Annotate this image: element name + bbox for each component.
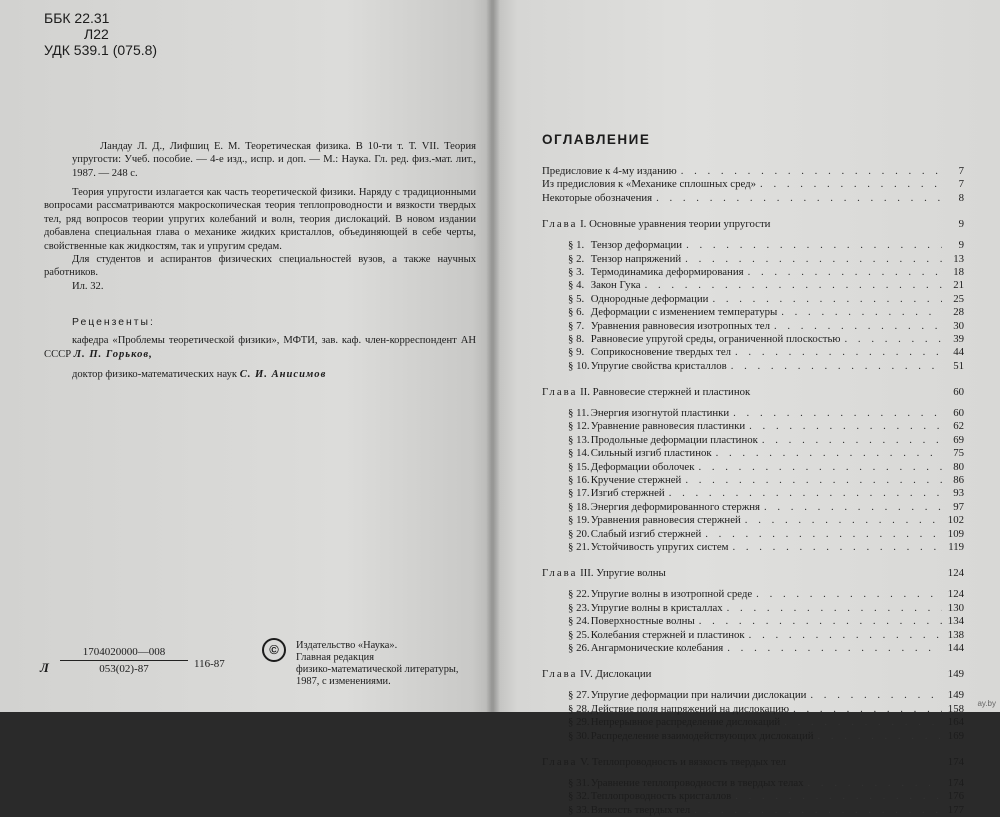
toc-page-number: 102 <box>947 514 964 527</box>
toc-page-number: 69 <box>953 433 964 446</box>
toc-page-number: 21 <box>953 279 964 292</box>
toc-leader-dots <box>732 541 942 554</box>
toc-section-entry <box>542 629 964 642</box>
toc-section-entry <box>542 790 964 803</box>
toc-page-number: 9 <box>958 218 964 231</box>
toc-entry-label <box>542 192 652 205</box>
section-number: § 28. <box>568 702 590 715</box>
toc-entry-label <box>568 588 752 601</box>
section-number: § 24. <box>568 615 590 628</box>
toc-section-entry <box>542 730 964 743</box>
toc-section-list <box>542 407 964 554</box>
toc-leader-dots <box>731 360 942 373</box>
chapter-title: Дислокации <box>595 668 652 681</box>
section-number: § 4. <box>568 279 585 292</box>
toc-page-number: 28 <box>953 306 964 319</box>
toc-entry-label <box>568 346 731 359</box>
toc-entry-label <box>568 528 701 541</box>
annotation-paragraph: Теория упругости излагается как часть теоретической физики. Наряду с традиционными вопросами рассматриваются макроскопическая теория теплопроводности и вязкости твердых тел, ряд вопросов теории упругих колебаний и волн, теория дислокаций. В новом издании добавлена специальная глава о механике жидких кристаллов, объединяющей в себе черты, свойственные как жидкостям, так и упругим средам. <box>44 187 476 252</box>
section-number: § 2. <box>568 252 585 265</box>
toc-chapter-entry <box>542 564 964 582</box>
toc-page-number: 177 <box>947 803 964 816</box>
toc-section-entry <box>542 420 964 433</box>
toc-section-entry <box>542 716 964 729</box>
toc-leader-dots <box>669 487 942 500</box>
section-title: Тензор деформации <box>590 239 683 252</box>
chapter-word: Глава <box>542 386 578 399</box>
section-title: Кручение стержней <box>590 474 682 487</box>
toc-leader-dots <box>681 165 942 178</box>
toc-page-number: 144 <box>947 641 964 654</box>
toc-entry-label <box>568 629 745 642</box>
reviewer-2-name: С. И. Анисимов <box>239 369 327 380</box>
toc-leader-dots <box>645 279 942 292</box>
section-title: Деформации оболочек <box>590 460 695 473</box>
toc-section-entry <box>542 346 964 359</box>
toc-entry-label <box>568 306 777 319</box>
toc-leader-dots <box>756 588 942 601</box>
toc-section-entry <box>542 777 964 790</box>
toc-title: ОГЛАВЛЕНИЕ <box>542 132 651 147</box>
toc-page-number: 174 <box>947 776 964 789</box>
toc-leader-dots <box>716 447 942 460</box>
section-title: Распределение взаимодействующих дислокаций <box>590 729 814 742</box>
toc-entry-label <box>568 266 744 279</box>
toc-leader-dots <box>762 434 942 447</box>
toc-section-list <box>542 239 964 373</box>
section-title: Ангармонические колебания <box>590 641 724 654</box>
toc-section-entry <box>542 615 964 628</box>
toc-leader-dots <box>686 239 942 252</box>
section-title: Деформации с изменением температуры <box>590 306 778 319</box>
toc-page-number: 134 <box>947 615 964 628</box>
reviewers <box>44 316 476 382</box>
section-title: Упругие волны в изотропной среде <box>590 588 753 601</box>
section-title: Вязкость твердых тел <box>590 803 691 816</box>
toc-page-number: 7 <box>958 165 964 177</box>
toc-entry-label <box>542 753 786 771</box>
section-number: § 31. <box>568 776 590 789</box>
toc-chapters <box>542 215 964 817</box>
toc-leader-dots <box>774 320 942 333</box>
toc-leader-dots <box>694 804 942 817</box>
toc-page-number: 25 <box>953 292 964 305</box>
toc-leader-dots <box>810 689 942 702</box>
section-title: Равновесие упругой среды, ограниченной плоскостью <box>590 332 841 345</box>
section-number: § 7. <box>568 319 585 332</box>
publisher-line: Издательство «Наука». <box>296 640 398 651</box>
section-title: Слабый изгиб стержней <box>590 527 702 540</box>
section-number: § 11. <box>568 407 590 420</box>
toc-entry-label <box>542 178 756 191</box>
section-number: § 9. <box>568 346 585 359</box>
publisher-line: Главная редакция <box>296 652 374 663</box>
section-number: § 20. <box>568 527 590 540</box>
chapter-word: Глава <box>542 755 578 768</box>
toc-section-entry <box>542 306 964 319</box>
section-number: § 26. <box>568 641 590 654</box>
toc-chapter-entry <box>542 665 964 683</box>
section-title: Закон Гука <box>590 279 641 292</box>
section-number: § 27. <box>568 689 590 702</box>
toc-page-number: 109 <box>947 527 964 540</box>
toc-section-entry <box>542 703 964 716</box>
print-numerator: 1704020000—008 <box>60 646 188 661</box>
toc-page-number: 124 <box>947 567 964 580</box>
toc-section-entry <box>542 602 964 615</box>
publisher-info <box>296 640 480 688</box>
toc-entry-label <box>568 703 789 716</box>
toc-page-number: 149 <box>947 689 964 702</box>
toc-section-entry <box>542 514 964 527</box>
publisher-line: физико-математической литературы, <box>296 664 459 675</box>
section-number: § 3. <box>568 265 585 278</box>
toc-page-number: 158 <box>947 702 964 715</box>
left-page <box>0 0 492 712</box>
toc-entry-label <box>568 420 745 433</box>
toc-entry-label <box>542 215 770 233</box>
section-number: § 6. <box>568 306 585 319</box>
toc-leader-dots <box>760 178 942 191</box>
toc-section-entry <box>542 447 964 460</box>
toc-entry-label <box>568 487 665 500</box>
toc-page-number: 149 <box>947 668 964 681</box>
toc-section-list <box>542 777 964 817</box>
toc-section-entry <box>542 487 964 500</box>
book-gutter <box>486 0 500 712</box>
print-side: 116-87 <box>194 658 225 670</box>
chapter-title: Теплопроводность и вязкость твердых тел <box>591 755 786 768</box>
toc-entry-label <box>568 474 681 487</box>
toc-entry-title: Предисловие к 4-му изданию <box>542 165 677 177</box>
toc-entry-label <box>568 514 741 527</box>
section-title: Действие поля напряжений на дислокацию <box>590 702 790 715</box>
section-title: Изгиб стержней <box>590 487 665 500</box>
section-title: Поверхностные волны <box>590 615 695 628</box>
toc-leader-dots <box>727 602 942 615</box>
toc-entry-label <box>568 360 727 373</box>
toc-page-number: 164 <box>947 716 964 729</box>
table-of-contents <box>542 132 964 817</box>
toc-page-number: 9 <box>958 239 964 252</box>
toc-section-entry <box>542 320 964 333</box>
toc-leader-dots <box>733 407 942 420</box>
section-number: § 1. <box>568 239 585 252</box>
section-number: § 30. <box>568 729 590 742</box>
section-number: § 19. <box>568 514 590 527</box>
toc-page-number: 44 <box>953 346 964 359</box>
section-number: § 17. <box>568 487 590 500</box>
chapter-number: IV. <box>580 668 593 681</box>
toc-front-matter <box>542 165 964 205</box>
toc-leader-dots <box>748 266 942 279</box>
toc-entry-label <box>568 689 806 702</box>
toc-page-number: 7 <box>958 178 964 191</box>
reviewer-1-text: кафедра «Проблемы теоретической физики», МФТИ, зав. каф. член-корреспондент АН СССР <box>44 335 476 360</box>
toc-section-entry <box>542 434 964 447</box>
toc-page-number: 93 <box>953 487 964 500</box>
udk-code: УДК 539.1 (075.8) <box>44 42 158 58</box>
section-number: § 29. <box>568 716 590 729</box>
chapter-word: Глава <box>542 668 578 681</box>
section-title: Энергия изогнутой пластинки <box>590 407 730 420</box>
toc-entry-label <box>568 320 770 333</box>
toc-section-entry <box>542 333 964 346</box>
reviewer-1 <box>44 334 476 362</box>
section-title: Упругие свойства кристаллов <box>590 359 727 372</box>
toc-leader-dots <box>735 790 942 803</box>
toc-page-number: 97 <box>953 500 964 513</box>
toc-section-entry <box>542 642 964 655</box>
toc-section-list <box>542 689 964 743</box>
toc-entry-label <box>568 602 723 615</box>
toc-entry-label <box>568 541 728 554</box>
toc-leader-dots <box>685 474 942 487</box>
toc-page-number: 18 <box>953 265 964 278</box>
toc-entry-title: Из предисловия к «Механике сплошных сред» <box>542 178 757 191</box>
toc-section-list <box>542 588 964 655</box>
section-number: § 23. <box>568 601 590 614</box>
bibliographic-entry <box>72 140 476 180</box>
toc-page-number: 124 <box>947 588 964 601</box>
toc-leader-dots <box>745 514 942 527</box>
section-title: Уравнение равновесия пластинки <box>590 420 746 433</box>
toc-leader-dots <box>712 293 942 306</box>
toc-leader-dots <box>698 461 942 474</box>
toc-section-entry <box>542 253 964 266</box>
toc-page-number: 119 <box>948 540 964 553</box>
chapter-number: III. <box>580 567 594 580</box>
toc-entry-label <box>568 447 712 460</box>
toc-leader-dots <box>793 703 942 716</box>
chapter-title: Основные уравнения теории упругости <box>589 218 771 231</box>
toc-entry-label <box>568 253 681 266</box>
chapter-title: Равновесие стержней и пластинок <box>592 386 751 399</box>
toc-page-number: 80 <box>953 460 964 473</box>
toc-section-entry <box>542 541 964 554</box>
toc-page-number: 130 <box>947 601 964 614</box>
annotation-illustrations: Ил. 32. <box>72 280 104 292</box>
toc-leader-dots <box>705 528 942 541</box>
section-title: Однородные деформации <box>590 292 709 305</box>
section-title: Тензор напряжений <box>590 252 682 265</box>
toc-entry-label <box>542 564 666 582</box>
section-title: Уравнения равновесия изотропных тел <box>590 319 770 332</box>
section-number: § 5. <box>568 292 585 305</box>
toc-section-entry <box>542 501 964 514</box>
chapter-number: I. <box>580 218 587 231</box>
toc-page-number: 39 <box>953 332 964 345</box>
toc-page-number: 60 <box>953 407 964 420</box>
toc-page-number: 51 <box>953 359 964 372</box>
toc-entry-label <box>568 730 814 743</box>
print-fraction <box>60 646 188 675</box>
toc-page-number: 60 <box>953 386 964 399</box>
section-number: § 16. <box>568 474 590 487</box>
toc-page-number: 174 <box>947 755 964 768</box>
toc-entry-label <box>542 383 750 401</box>
toc-page-number: 176 <box>947 790 964 803</box>
bbk-code: ББК 22.31 <box>44 10 110 26</box>
section-number: § 22. <box>568 588 590 601</box>
section-number: § 15. <box>568 460 590 473</box>
toc-page-number: 75 <box>953 447 964 460</box>
section-title: Энергия деформированного стержня <box>590 500 760 513</box>
section-title: Упругие деформации при наличии дислокации <box>590 689 807 702</box>
section-title: Уравнение теплопроводности в твердых телах <box>590 776 804 789</box>
toc-page-number: 169 <box>947 729 964 742</box>
toc-entry-label <box>568 407 729 420</box>
toc-leader-dots <box>735 346 942 359</box>
toc-page-number: 62 <box>953 420 964 433</box>
print-denominator: 053(02)-87 <box>99 663 149 675</box>
section-title: Упругие волны в кристаллах <box>590 601 723 614</box>
toc-page-number: 13 <box>953 252 964 265</box>
toc-front-entry <box>542 192 964 205</box>
toc-section-entry <box>542 407 964 420</box>
toc-entry-label <box>568 279 641 292</box>
watermark: ay.by <box>977 699 996 708</box>
toc-leader-dots <box>749 420 942 433</box>
section-title: Соприкосновение твердых тел <box>590 346 732 359</box>
reviewers-heading: Рецензенты: <box>72 317 155 328</box>
toc-section-entry <box>542 461 964 474</box>
toc-chapter-entry <box>542 215 964 233</box>
toc-leader-dots <box>685 253 942 266</box>
chapter-title: Упругие волны <box>596 567 666 580</box>
annotation <box>44 186 476 293</box>
bibliographic-text: Ландау Л. Д., Лифшиц Е. М. Теоретическая физика. В 10-ти т. Т. VII. Теория упругости: Учеб. пособие. — 4-е изд., испр. и доп. — М.: Наука. Гл. ред. физ.-мат. лит., 1987. — 248 с. <box>72 141 476 179</box>
section-number: § 13. <box>568 433 590 446</box>
toc-front-entry <box>542 178 964 191</box>
section-number: § 33. <box>568 803 590 816</box>
section-title: Продольные деформации пластинок <box>590 433 758 446</box>
toc-leader-dots <box>781 306 942 319</box>
toc-section-entry <box>542 804 964 817</box>
toc-section-entry <box>542 474 964 487</box>
toc-entry-label <box>568 642 723 655</box>
toc-page-number: 138 <box>947 628 964 641</box>
toc-entry-label <box>568 293 708 306</box>
toc-entry-label <box>542 165 677 178</box>
toc-entry-title: Некоторые обозначения <box>542 191 653 204</box>
section-number: § 14. <box>568 447 590 460</box>
toc-entry-label <box>568 777 804 790</box>
toc-section-entry <box>542 689 964 702</box>
toc-leader-dots <box>749 629 942 642</box>
toc-section-entry <box>542 360 964 373</box>
toc-front-entry <box>542 165 964 178</box>
reviewer-2-text: доктор физико-математических наук <box>72 369 238 380</box>
toc-entry-label <box>568 804 690 817</box>
section-number: § 10. <box>568 359 590 372</box>
toc-page-number: 86 <box>953 474 964 487</box>
toc-entry-label <box>568 501 760 514</box>
toc-section-entry <box>542 279 964 292</box>
toc-leader-dots <box>808 777 942 790</box>
toc-page-number: 8 <box>958 191 964 204</box>
toc-leader-dots <box>845 333 942 346</box>
toc-chapter-entry <box>542 753 964 771</box>
toc-entry-label <box>568 790 731 803</box>
section-number: § 18. <box>568 500 590 513</box>
toc-entry-label <box>568 239 682 252</box>
annotation-paragraph: Для студентов и аспирантов физических специальностей вузов, а также научных работников. <box>44 254 476 279</box>
toc-leader-dots <box>764 501 942 514</box>
toc-section-entry <box>542 293 964 306</box>
section-title: Теплопроводность кристаллов <box>590 790 732 803</box>
toc-entry-label <box>568 333 841 346</box>
reviewer-2 <box>44 368 476 382</box>
section-title: Непрерывное распределение дислокаций <box>590 716 781 729</box>
toc-leader-dots <box>727 642 942 655</box>
section-number: § 12. <box>568 420 590 433</box>
section-title: Сильный изгиб пластинок <box>590 447 712 460</box>
section-number: § 21. <box>568 540 590 553</box>
toc-page-number: 30 <box>953 319 964 332</box>
toc-entry-label <box>568 615 695 628</box>
toc-entry-label <box>542 665 651 683</box>
toc-section-entry <box>542 266 964 279</box>
section-title: Уравнения равновесия стержней <box>590 514 741 527</box>
toc-entry-label <box>568 461 694 474</box>
toc-leader-dots <box>818 730 943 743</box>
toc-section-entry <box>542 528 964 541</box>
section-number: § 25. <box>568 628 590 641</box>
chapter-word: Глава <box>542 567 578 580</box>
toc-entry-label <box>568 434 758 447</box>
copyright-icon: © <box>262 638 286 662</box>
section-title: Колебания стержней и пластинок <box>590 628 745 641</box>
toc-section-entry <box>542 588 964 601</box>
classification-codes <box>44 10 157 58</box>
section-title: Термодинамика деформирования <box>590 265 744 278</box>
author-mark: Л22 <box>84 26 109 42</box>
toc-leader-dots <box>656 192 942 205</box>
reviewer-1-name: Л. П. Горьков, <box>73 349 153 360</box>
toc-chapter-entry <box>542 383 964 401</box>
toc-leader-dots <box>699 615 942 628</box>
toc-entry-label <box>568 716 780 729</box>
print-letter: Л <box>40 660 49 675</box>
section-number: § 32. <box>568 790 590 803</box>
section-title: Устойчивость упругих систем <box>590 540 729 553</box>
toc-section-entry <box>542 239 964 252</box>
chapter-number: II. <box>580 386 590 399</box>
chapter-number: V. <box>580 755 590 768</box>
section-number: § 8. <box>568 332 585 345</box>
toc-leader-dots <box>784 716 942 729</box>
chapter-word: Глава <box>542 218 578 231</box>
publisher-line: 1987, с изменениями. <box>296 676 391 687</box>
